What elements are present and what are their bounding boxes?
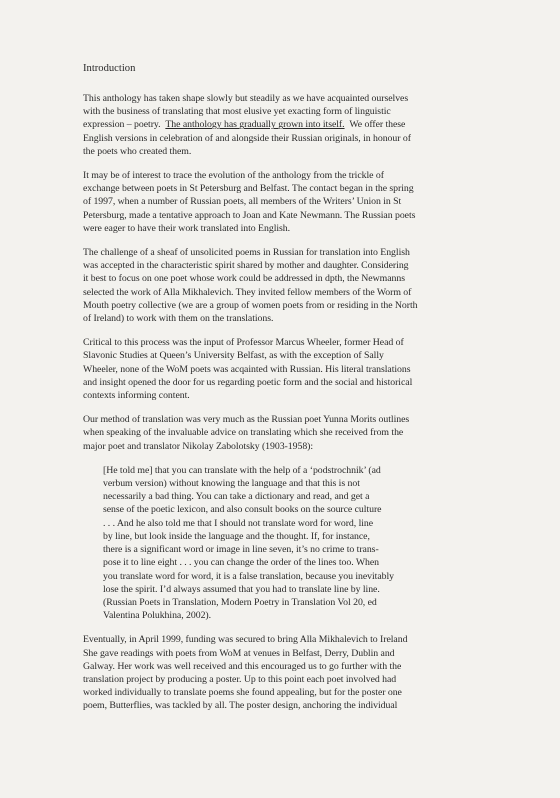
quote-line: you translate word for word, it is a false translation, because you inevitably (103, 570, 395, 582)
text-line: Slavonic Studies at Queen’s University Belfast, as with the exception of Sally (83, 350, 384, 362)
text-line: Petersburg, made a tentative approach to Joan and Kate Newmann. The Russian poets (83, 209, 416, 221)
block-quote (103, 464, 514, 622)
text-line: of Ireland) to work with them on the translations. (83, 313, 274, 325)
quote-line: verbum version) without knowing the language and that this is not (103, 478, 360, 490)
text-line: poem, Butterflies, was tackled by all. The poster design, anchoring the individual (83, 700, 398, 712)
quote-line: lose the spirit. I’d always assumed that you had to translate line by line. (103, 583, 380, 595)
quote-line: necessarily a bad thing. You can take a dictionary and read, and get a (103, 491, 370, 503)
text-line: Mouth poetry collective (we are a group of women poets from or residing in the North (83, 299, 418, 311)
text-fragment: We offer these (349, 119, 406, 131)
text-line: contexts informing content. (83, 390, 190, 402)
text-line: She gave readings with poets from WoM at venues in Belfast, Derry, Dublin and (83, 647, 395, 659)
text-line: translation project by producing a poster. Up to this point each poet involved had (83, 673, 397, 685)
text-fragment: expression – poetry. (83, 119, 161, 131)
text-line: were eager to have their work translated into English. (83, 222, 291, 234)
paragraph-visit (83, 633, 514, 712)
quote-line: sense of the poetic lexicon, and also consult books on the source culture (103, 504, 382, 516)
text-line: It may be of interest to trace the evolution of the anthology from the trickle of (83, 170, 384, 182)
text-line: This anthology has taken shape slowly but steadily as we have acquainted ourselves (83, 93, 409, 104)
document-heading: Introduction (83, 63, 136, 74)
quote-line: (Russian Poets in Translation, Modern Poetry in Translation Vol 20, ed (103, 596, 377, 608)
text-line: major poet and translator Nikolay Zabolotsky (1903-1958): (83, 440, 314, 452)
text-line: was accepted in the characteristic spirit shared by mother and daughter. Considering (83, 260, 409, 272)
quote-line: there is a significant word or image in line seven, it’s no crime to trans- (103, 544, 379, 556)
text-line (83, 118, 514, 131)
paragraph-wheeler (83, 336, 514, 402)
paragraph-method (83, 413, 514, 453)
quote-line: Valentina Polukhina, 2002). (103, 610, 212, 622)
text-line: worked individually to translate poems she found appealing, but for the poster one (83, 687, 402, 699)
text-line: selected the work of Alla Mikhalevich. They invited fellow members of the Worm of (83, 286, 412, 298)
quote-line: . . . And he also told me that I should not translate word for word, line (103, 517, 374, 529)
paragraph-evolution (83, 169, 514, 235)
text-line: with the business of translating that most elusive yet exacting form of linguistic (83, 106, 391, 118)
quote-line: by line, but look inside the language and the thought. If, for instance, (103, 530, 370, 542)
text-line: and insight opened the door for us regarding poetic form and the social and historical (83, 376, 413, 388)
text-line: the poets who created them. (83, 145, 192, 157)
quote-line: [He told me] that you can translate with the help of a ‘podstrochnik’ (ad (103, 464, 381, 476)
paragraph-challenge (83, 246, 514, 325)
text-line: it best to focus on one poet whose work could be addressed in dpth, the Newmanns (83, 273, 405, 285)
text-line: Critical to this process was the input of Professor Marcus Wheeler, former Head of (83, 337, 404, 349)
text-line: English versions in celebration of and alongside their Russian originals, in honour of (83, 132, 411, 144)
quote-line: pose it to line eight . . . you can change the order of the lines too. When (103, 557, 380, 569)
text-line: exchange between poets in St Petersburg and Belfast. The contact began in the spring (83, 183, 414, 195)
underlined-sentence: The anthology has gradually grown into itself. (165, 119, 345, 131)
text-line: The challenge of a sheaf of unsolicited poems in Russian for translation into English (83, 247, 410, 259)
text-line: Our method of translation was very much as the Russian poet Yunna Morits outlines (83, 414, 410, 426)
text-line: when speaking of the invaluable advice on translating which she received from the (83, 427, 404, 439)
text-line: Galway. Her work was well received and this encouraged us to go further with the (83, 660, 402, 672)
text-line: Eventually, in April 1999, funding was secured to bring Alla Mikhalevich to Ireland (83, 634, 408, 646)
text-line: Wheeler, none of the WoM poets was acqainted with Russian. His literal translations (83, 363, 411, 375)
text-line: of 1997, when a number of Russian poets, all members of the Writers’ Union in St (83, 196, 402, 208)
paragraph-anthology-intro (83, 92, 514, 158)
